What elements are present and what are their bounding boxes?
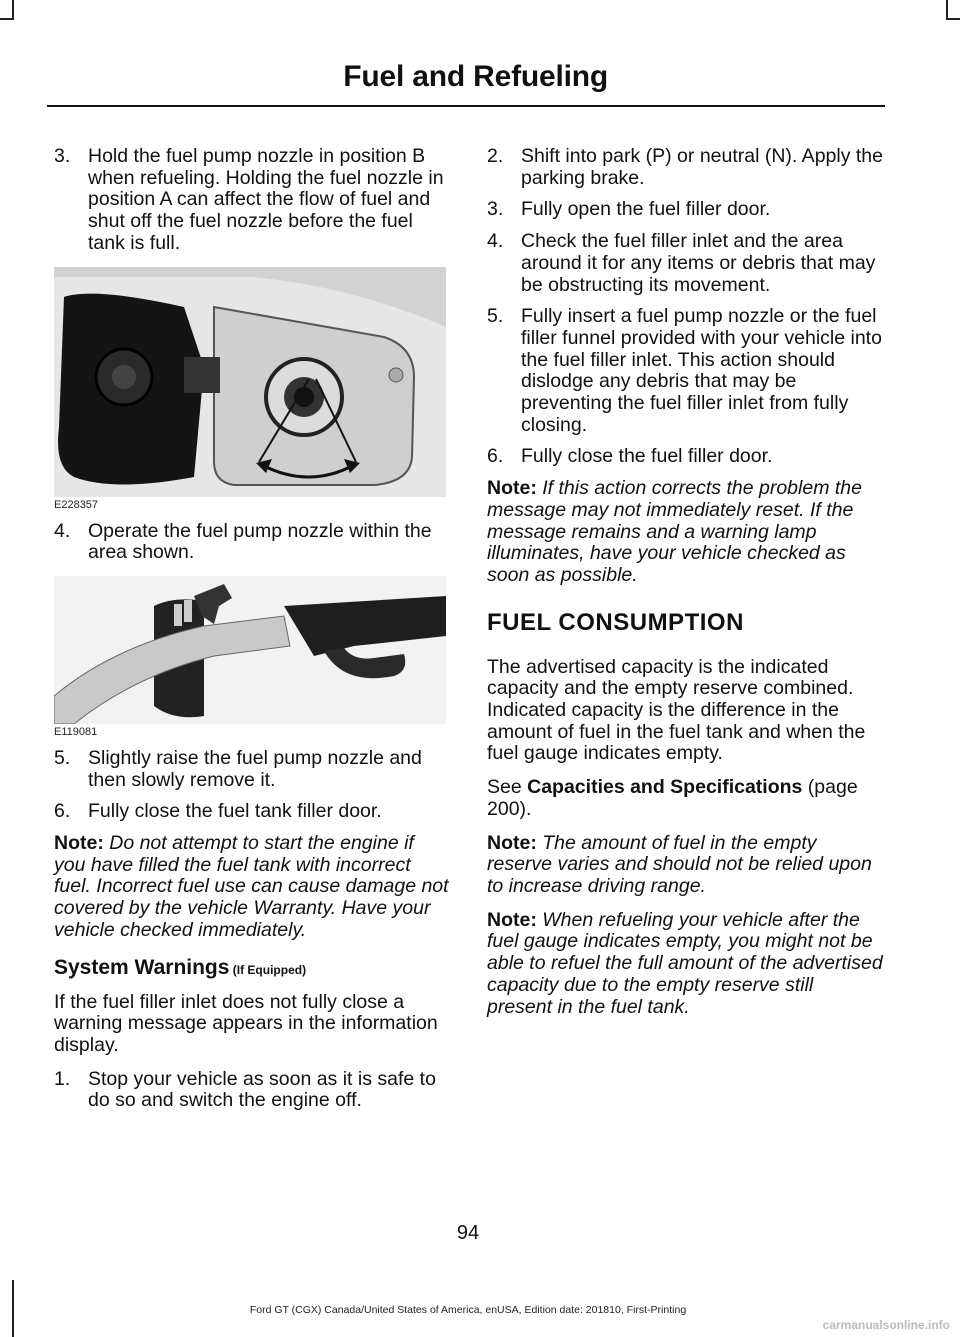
cross-reference-link[interactable]: Capacities and Specifications xyxy=(527,776,803,799)
figure-code: E119081 xyxy=(54,725,98,738)
right-column xyxy=(487,146,883,1030)
list-item: 2. Shift into park (P) or neutral (N). Apply the parking brake. xyxy=(487,145,883,189)
note: Note: The amount of fuel in the empty reserve varies and should not be relied upon to increase driving range. xyxy=(487,831,872,897)
list-item: 4. Check the fuel filler inlet and the area around it for any items or debris that may be obstructing its movement. xyxy=(487,230,876,296)
list-item: 1. Stop your vehicle as soon as it is safe to do so and switch the engine off. xyxy=(54,1067,436,1112)
figure-fuel-nozzle xyxy=(54,576,446,738)
crop-mark xyxy=(0,18,14,20)
crop-mark xyxy=(946,18,960,20)
left-column xyxy=(54,146,450,1122)
list-item: 5. Fully insert a fuel pump nozzle or the fuel filler funnel provided with your vehicle into the fuel filler inlet. This action should dislodge any debris that may be preventing the fuel filler inlet from fully closing. xyxy=(487,305,882,436)
page-number: 94 xyxy=(456,1222,480,1244)
paragraph: If the fuel filler inlet does not fully close a warning message appears in the information display. xyxy=(54,990,438,1056)
note: Note: Do not attempt to start the engine if you have filled the fuel tank with incorrect fuel. Incorrect fuel use can cause damage not covered by the vehicle Warranty. Have your vehicle checked immediately. xyxy=(54,832,449,941)
fuel-filler-illustration xyxy=(54,267,446,497)
crop-mark xyxy=(946,0,948,18)
footer-edition: Ford GT (CGX) Canada/United States of America, enUSA, Edition date: 201810, First-Printing xyxy=(249,1304,687,1316)
figure-fuel-filler-door xyxy=(54,267,446,511)
list-item: 4. Operate the fuel pump nozzle within the area shown. xyxy=(54,519,432,564)
list-item: 5. Slightly raise the fuel pump nozzle and then slowly remove it. xyxy=(54,746,422,791)
section-heading: FUEL CONSUMPTION xyxy=(487,608,744,636)
figure-code: E228357 xyxy=(54,498,99,511)
note: Note: When refueling your vehicle after the fuel gauge indicates empty, you might not be able to refuel the full amount of the advertised capacity due to the empty reserve still present in the fuel tank. xyxy=(487,908,883,1018)
list-item: 6. Fully close the fuel filler door. xyxy=(487,445,773,468)
page-title: Fuel and Refueling xyxy=(343,60,608,93)
section-subheading: System Warnings (If Equipped) xyxy=(54,955,307,979)
fuel-nozzle-illustration xyxy=(54,576,446,724)
note: Note: If this action corrects the problem the message may not immediately reset. If the message remains and a warning lamp illuminates, have your vehicle checked as soon as possible. xyxy=(487,477,862,586)
cross-reference: See Capacities and Specifications (page 200). xyxy=(487,776,858,820)
header-divider xyxy=(47,105,885,107)
paragraph: The advertised capacity is the indicated capacity and the empty reserve combined. Indicated capacity is the difference in the amount of fuel in the fuel tank and when the fuel gauge indicates empty. xyxy=(487,655,866,765)
list-item: 3. Fully open the fuel filler door. xyxy=(487,198,771,221)
list-item: 6. Fully close the fuel tank filler door. xyxy=(54,800,382,823)
crop-mark xyxy=(12,0,14,18)
list-item: 3. Hold the fuel pump nozzle in position B when refueling. Holding the fuel nozzle in position A can affect the flow of fuel and shut off the fuel nozzle before the fuel tank is full. xyxy=(54,145,444,254)
watermark: carmanualsonline.info xyxy=(822,1318,950,1332)
